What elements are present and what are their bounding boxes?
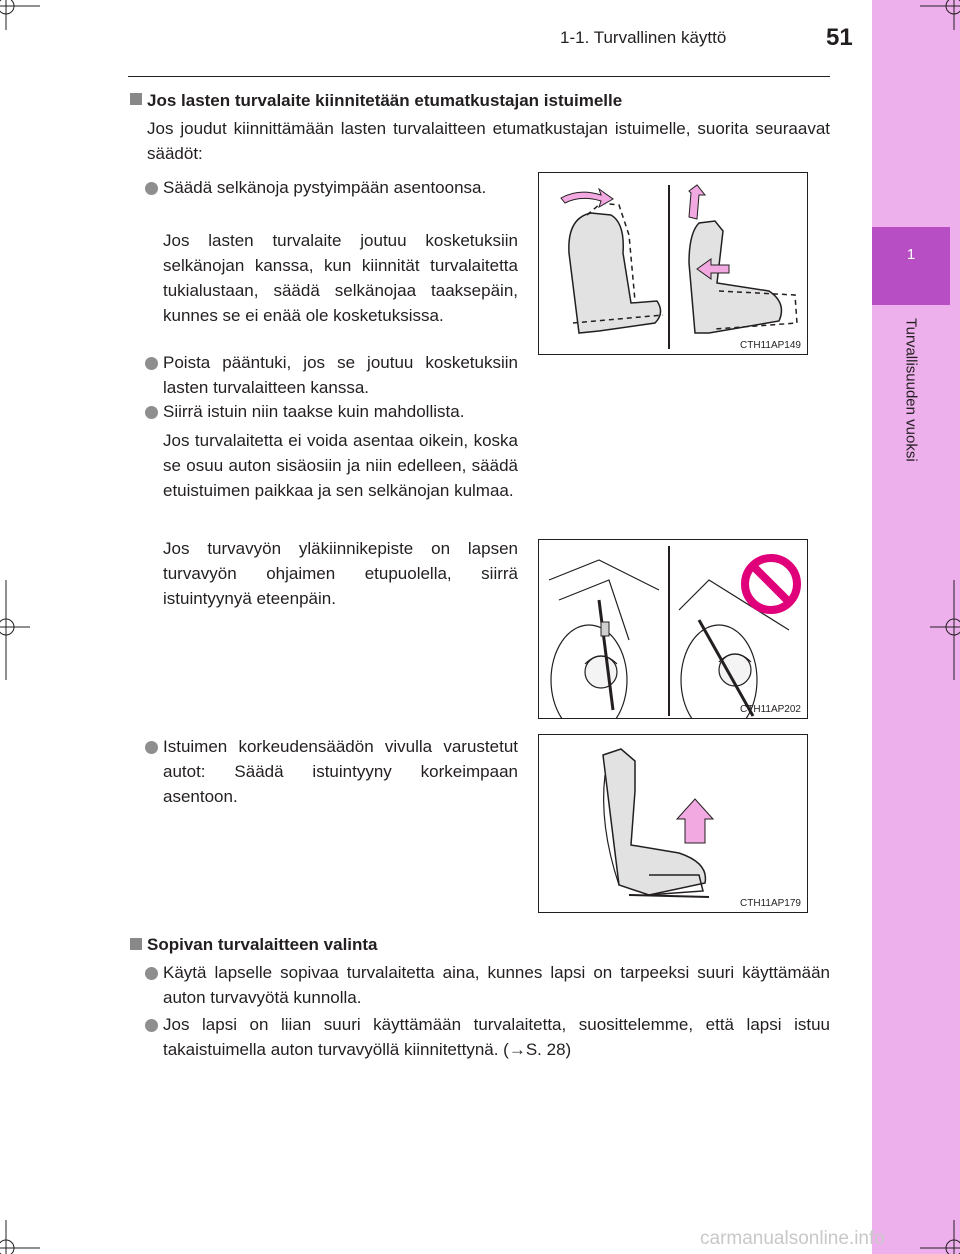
bullet-1-text: Säädä selkänoja pystyimpään asentoonsa. xyxy=(163,178,487,197)
figure-code: CTH11AP149 xyxy=(740,340,801,351)
figure-code: CTH11AP179 xyxy=(740,898,801,909)
section2-bullet-1: Käytä lapselle sopivaa turvalaitetta aina, kunnes lapsi on tarpeeksi suuri käyttämään auton turvavyötä kunnolla. xyxy=(163,963,830,1007)
bullet-4-text: Istuimen korkeudensäädön vivulla varustetut autot: Säädä istuintyyny korkeimpaan asentoon. xyxy=(163,737,518,806)
chapter-title: Turvallisuuden vuoksi xyxy=(902,318,920,462)
bullet-3-text: Siirrä istuin niin taakse kuin mahdollista. xyxy=(163,402,465,421)
section2-heading: Sopivan turvalaitteen valinta xyxy=(147,935,378,954)
page-number: 51 xyxy=(826,24,853,51)
bullet-2-text: Poista pääntuki, jos se joutuu kosketuksiin lasten turvalaitteen kanssa. xyxy=(163,353,518,397)
bullet-3-note2: Jos turvavyön yläkiinnikepiste on lapsen turvavyön ohjaimen etupuolella, siirrä istuintyynyä eteenpäin. xyxy=(163,539,518,608)
section1-heading: Jos lasten turvalaite kiinnitetään etumatkustajan istuimelle xyxy=(147,91,623,110)
bullet-1-note: Jos lasten turvalaite joutuu kosketuksiin selkänojan kanssa, kun kiinnität turvalaitetta tukialustaan, säädä selkänojaa taaksepäin, kunnes se ei enää ole kosketuksissa. xyxy=(163,231,518,325)
section2-bullet-2: Jos lapsi on liian suuri käyttämään turvalaitetta, suosittelemme, että lapsi istuu takaistuimella auton turvavyöllä kiinnitettynä. (→S. 28) xyxy=(163,1015,830,1059)
bullet-3-note: Jos turvalaitetta ei voida asentaa oikein, koska se osuu auton sisäosiin ja niin edelleen, säädä etuistuimen paikkaa ja sen selkänojan kulmaa. xyxy=(163,431,518,500)
section-title: 1-1. Turvallinen käyttö xyxy=(560,28,727,47)
section1-intro: Jos joudut kiinnittämään lasten turvalaitteen etumatkustajan istuimelle, suorita seuraavat säädöt: xyxy=(147,119,830,163)
chapter-number: 1 xyxy=(906,246,916,263)
watermark: carmanualsonline.info xyxy=(700,1228,885,1249)
figure-code: CTH11AP202 xyxy=(740,704,801,715)
